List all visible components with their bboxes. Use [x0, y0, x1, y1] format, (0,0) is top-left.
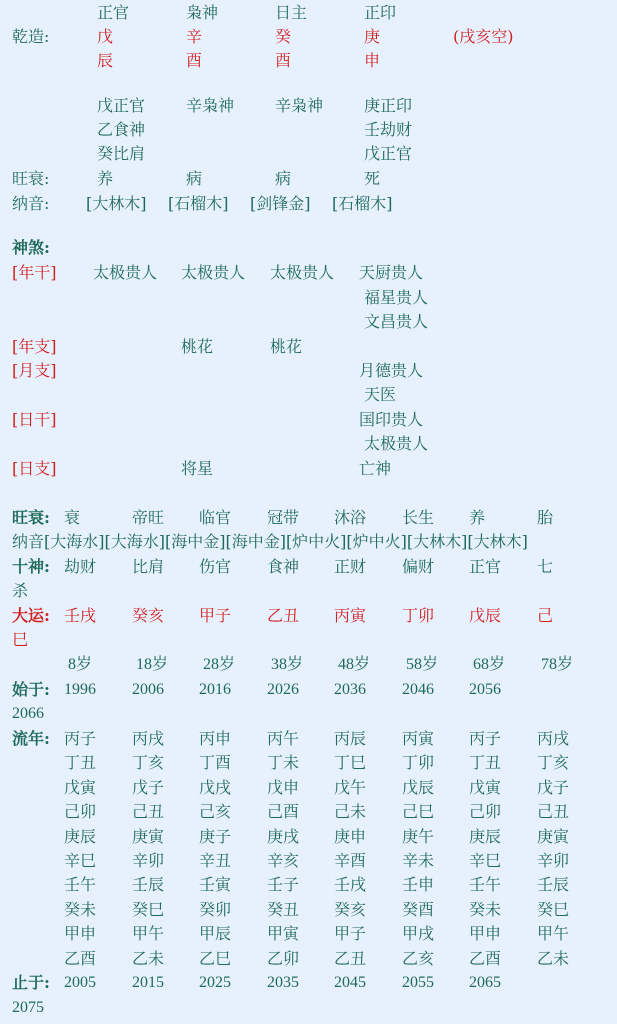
dayun-start-year: 2006: [132, 681, 164, 698]
liunian-year: 庚戌: [267, 826, 300, 846]
dayun-shishen: 正官: [469, 557, 502, 576]
dayun-shishen: 劫财: [64, 557, 97, 576]
liunian-year: 己卯: [64, 802, 97, 822]
liunian-year: 庚子: [199, 826, 232, 846]
shensha-item: 天医: [364, 385, 397, 404]
liunian-year: 丁亥: [537, 753, 570, 773]
liunian-year: 庚辰: [469, 826, 502, 846]
dayun-end-year: 2035: [267, 974, 299, 991]
dayun-start-year: 2046: [402, 681, 434, 698]
liunian-year: 乙亥: [402, 948, 435, 968]
liunian-year: 庚寅: [132, 826, 165, 846]
dayun-pillar: 癸亥: [132, 606, 165, 625]
end-label: 止于:: [12, 973, 50, 992]
liunian-year: 己亥: [199, 802, 232, 822]
shensha-row-label: [日干]: [12, 410, 57, 429]
liunian-year: 戊辰: [402, 777, 435, 797]
liunian-year: 丁亥: [132, 753, 165, 773]
shensha-item: 将星: [181, 459, 214, 478]
start-year-wrap: 2066: [12, 705, 44, 722]
shishen-label: 十神:: [12, 557, 50, 576]
dayun-wangshuai: 衰: [64, 508, 81, 527]
dayun-start-year: 2056: [469, 681, 501, 698]
liunian-year: 壬午: [64, 875, 97, 895]
shensha-item: 福星贵人: [364, 288, 429, 307]
stem-year: 戊: [97, 27, 114, 46]
dayun-wangshuai-label: 旺衰:: [12, 508, 50, 527]
stem-month: 辛: [186, 27, 203, 46]
end-year-wrap: 2075: [12, 999, 44, 1016]
liunian-year: 丙子: [469, 729, 502, 748]
dayun-end-year: 2045: [334, 974, 366, 991]
dayun-age: 78岁: [541, 656, 574, 673]
liunian-year: 癸未: [64, 899, 97, 919]
god-month: 枭神: [186, 3, 219, 22]
liunian-year: 甲寅: [267, 924, 300, 944]
dayun-pillar: 乙丑: [267, 606, 300, 625]
liunian-year: 甲戌: [402, 924, 435, 944]
liunian-year: 癸酉: [402, 899, 435, 919]
liunian-year: 戊午: [334, 777, 367, 797]
chart-label: 乾造:: [12, 27, 50, 46]
liunian-year: 乙酉: [469, 948, 502, 968]
liunian-year: 甲午: [132, 924, 165, 944]
dayun-shishen: 七: [537, 557, 554, 576]
liunian-year: 乙未: [132, 948, 165, 968]
liunian-year: 丙戌: [537, 729, 570, 748]
liunian-year: 戊寅: [64, 777, 97, 797]
hidden-stem: 乙食神: [97, 120, 146, 139]
dayun-shishen: 食神: [267, 557, 300, 576]
liunian-year: 辛巳: [469, 851, 502, 870]
liunian-year: 甲辰: [199, 924, 232, 944]
liunian-year: 辛酉: [334, 851, 367, 870]
dayun-wangshuai: 临官: [199, 508, 232, 527]
liunian-year: 壬戌: [334, 875, 367, 895]
liunian-year: 丙辰: [334, 729, 367, 748]
wangshuai-month: 病: [186, 169, 203, 188]
nayin-hour: [石榴木]: [332, 194, 393, 213]
god-hour: 正印: [364, 3, 397, 22]
dayun-pillar-wrap: 巳: [12, 630, 29, 649]
dayun-end-year: 2055: [402, 974, 434, 991]
shishen-wrap: 杀: [12, 581, 29, 600]
branch-hour: 申: [364, 51, 381, 70]
hidden-stem: 辛枭神: [186, 96, 235, 115]
branch-day: 酉: [275, 51, 292, 70]
wangshuai-hour: 死: [364, 169, 381, 188]
shensha-item: 太极贵人: [181, 263, 246, 282]
dayun-age: 18岁: [136, 656, 169, 673]
hidden-stem: 戊正官: [364, 144, 413, 163]
shensha-item: 亡神: [359, 459, 392, 478]
dayun-end-year: 2015: [132, 974, 164, 991]
liunian-year: 己巳: [402, 802, 435, 822]
liunian-year: 甲申: [469, 924, 502, 944]
shensha-row-label: [月支]: [12, 361, 57, 380]
liunian-year: 庚申: [334, 826, 367, 846]
wangshuai-year: 养: [97, 169, 114, 188]
wangshuai-day: 病: [275, 169, 292, 188]
nayin-label: 纳音:: [12, 194, 50, 213]
liunian-year: 戊子: [537, 777, 570, 797]
wangshuai-label: 旺衰:: [12, 169, 50, 188]
liunian-year: 戊戌: [199, 777, 232, 797]
nayin-day: [剑锋金]: [250, 194, 311, 213]
liunian-year: 丙戌: [132, 729, 165, 748]
branch-month: 酉: [186, 51, 203, 70]
shensha-item: 文昌贵人: [364, 312, 429, 331]
liunian-year: 乙丑: [334, 948, 367, 968]
shensha-item: 太极贵人: [270, 263, 335, 282]
dayun-shishen: 伤官: [199, 557, 232, 576]
liunian-year: 甲申: [64, 924, 97, 944]
liunian-year: 己丑: [132, 802, 165, 822]
shensha-item: 桃花: [270, 337, 303, 356]
liunian-year: 丁酉: [199, 753, 232, 773]
hidden-stem: 癸比肩: [97, 144, 146, 163]
liunian-year: 庚午: [402, 826, 435, 846]
liunian-year: 癸卯: [199, 899, 232, 919]
liunian-year: 庚寅: [537, 826, 570, 846]
dayun-wangshuai: 沐浴: [334, 508, 367, 527]
hidden-stem: 壬劫财: [364, 120, 413, 139]
liunian-year: 壬申: [402, 875, 435, 895]
liunian-year: 丙寅: [402, 729, 435, 748]
shensha-row-label: [日支]: [12, 459, 57, 478]
liunian-year: 癸未: [469, 899, 502, 919]
dayun-age: 28岁: [203, 656, 236, 673]
nayin-month: [石榴木]: [168, 194, 229, 213]
shensha-item: 月德贵人: [359, 361, 424, 380]
hidden-stem: 庚正印: [364, 96, 413, 115]
dayun-age: 58岁: [406, 656, 439, 673]
dayun-pillar: 戊辰: [469, 606, 502, 625]
liunian-year: 己丑: [537, 802, 570, 822]
dayun-pillar: 甲子: [199, 606, 232, 625]
liunian-year: 丁卯: [402, 753, 435, 773]
dayun-wangshuai: 胎: [537, 508, 554, 527]
liunian-year: 辛卯: [132, 851, 165, 870]
liunian-year: 丁丑: [469, 753, 502, 773]
liunian-year: 乙未: [537, 948, 570, 968]
liunian-year: 戊子: [132, 777, 165, 797]
liunian-year: 乙巳: [199, 948, 232, 968]
dayun-end-year: 2005: [64, 974, 96, 991]
dayun-wangshuai: 长生: [402, 508, 435, 527]
liunian-year: 乙酉: [64, 948, 97, 968]
shensha-item: 国印贵人: [359, 410, 424, 429]
liunian-year: 辛巳: [64, 851, 97, 870]
liunian-year: 壬午: [469, 875, 502, 895]
dayun-end-year: 2025: [199, 974, 231, 991]
liunian-year: 戊申: [267, 777, 300, 797]
liunian-year: 壬辰: [537, 875, 570, 895]
liunian-year: 癸丑: [267, 899, 300, 919]
liunian-year: 癸巳: [132, 899, 165, 919]
dayun-start-year: 1996: [64, 681, 96, 698]
liunian-year: 庚辰: [64, 826, 97, 846]
dayun-start-year: 2016: [199, 681, 231, 698]
liunian-year: 甲午: [537, 924, 570, 944]
liunian-year: 己卯: [469, 802, 502, 822]
liunian-year: 戊寅: [469, 777, 502, 797]
liunian-year: 壬子: [267, 875, 300, 895]
branch-year: 辰: [97, 51, 114, 70]
dayun-label: 大运:: [12, 606, 50, 625]
liunian-year: 丁丑: [64, 753, 97, 773]
void-branches: (戌亥空): [453, 27, 514, 46]
god-day: 日主: [275, 3, 308, 22]
liunian-year: 丁巳: [334, 753, 367, 773]
start-label: 始于:: [12, 680, 50, 699]
liunian-year: 壬寅: [199, 875, 232, 895]
liunian-year: 己酉: [267, 802, 300, 822]
shensha-row-label: [年干]: [12, 263, 57, 282]
dayun-pillar: 丁卯: [402, 606, 435, 625]
liunian-year: 壬辰: [132, 875, 165, 895]
dayun-age: 38岁: [271, 656, 304, 673]
stem-day: 癸: [275, 27, 292, 46]
dayun-nayin-line: 纳音[大海水][大海水][海中金][海中金][炉中火][炉中火][大林木][大林木]: [12, 532, 528, 551]
dayun-shishen: 偏财: [402, 557, 435, 576]
dayun-pillar: 己: [537, 606, 554, 625]
shensha-row-label: [年支]: [12, 337, 57, 356]
dayun-wangshuai: 帝旺: [132, 508, 165, 527]
liunian-year: 己未: [334, 802, 367, 822]
dayun-shishen: 比肩: [132, 557, 165, 576]
shensha-title: 神煞:: [12, 238, 50, 257]
liunian-year: 辛亥: [267, 851, 300, 870]
liunian-year: 癸巳: [537, 899, 570, 919]
nayin-year: [大林木]: [86, 194, 147, 213]
liunian-year: 丙申: [199, 729, 232, 748]
god-year: 正官: [97, 3, 130, 22]
liunian-year: 甲子: [334, 924, 367, 944]
shensha-item: 太极贵人: [93, 263, 158, 282]
liunian-year: 乙卯: [267, 948, 300, 968]
liunian-year: 辛未: [402, 851, 435, 870]
liunian-year: 丙子: [64, 729, 97, 748]
dayun-pillar: 壬戌: [64, 606, 97, 625]
shensha-item: 桃花: [181, 337, 214, 356]
stem-hour: 庚: [364, 27, 381, 46]
dayun-age: 48岁: [338, 656, 371, 673]
liunian-year: 辛卯: [537, 851, 570, 870]
dayun-pillar: 丙寅: [334, 606, 367, 625]
dayun-shishen: 正财: [334, 557, 367, 576]
dayun-age: 68岁: [473, 656, 506, 673]
liunian-label: 流年:: [12, 729, 50, 748]
dayun-age: 8岁: [68, 656, 93, 673]
dayun-wangshuai: 冠带: [267, 508, 300, 527]
dayun-end-year: 2065: [469, 974, 501, 991]
liunian-year: 丙午: [267, 729, 300, 748]
hidden-stem: 辛枭神: [275, 96, 324, 115]
dayun-wangshuai: 养: [469, 508, 486, 527]
dayun-start-year: 2026: [267, 681, 299, 698]
shensha-item: 太极贵人: [364, 434, 429, 453]
dayun-start-year: 2036: [334, 681, 366, 698]
liunian-year: 癸亥: [334, 899, 367, 919]
liunian-year: 辛丑: [199, 851, 232, 870]
liunian-year: 丁未: [267, 753, 300, 773]
shensha-item: 天厨贵人: [359, 263, 424, 282]
hidden-stem: 戊正官: [97, 96, 146, 115]
